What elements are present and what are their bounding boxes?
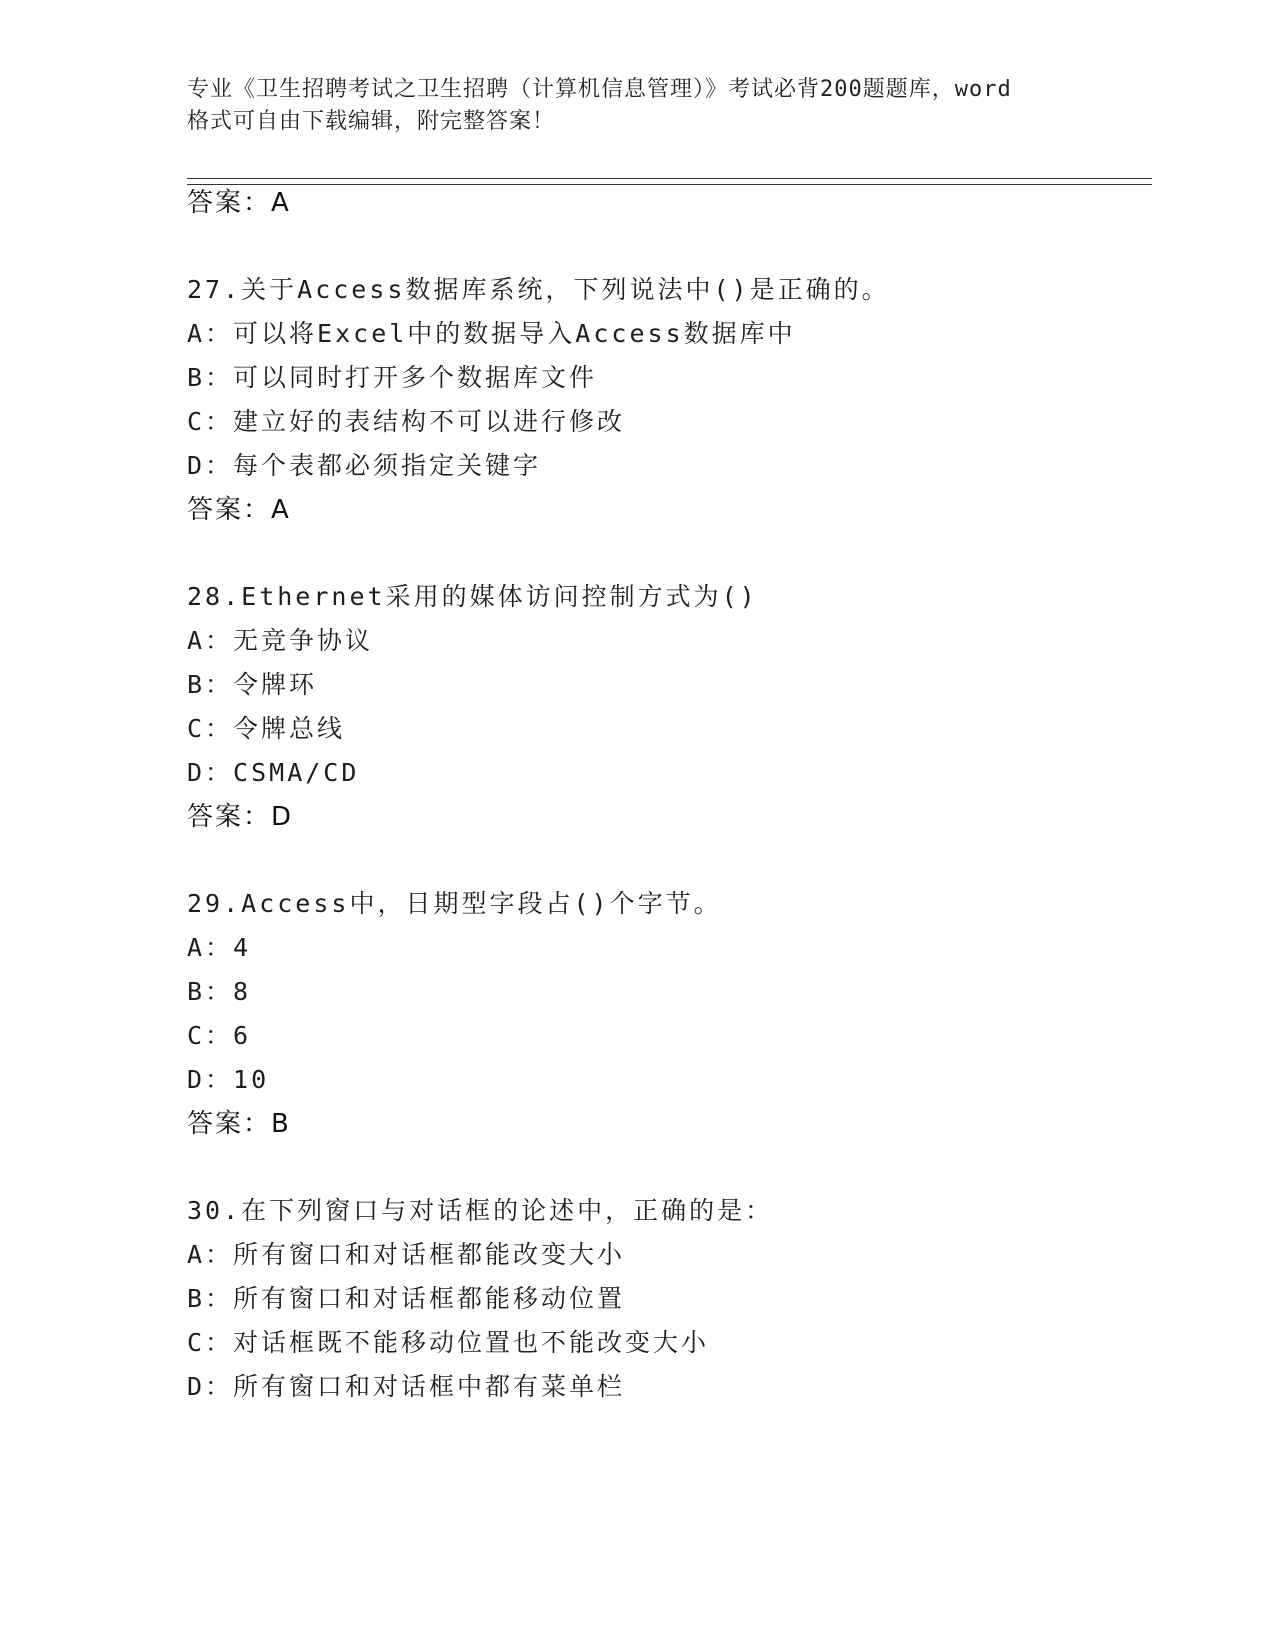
- option-c: C：对话框既不能移动位置也不能改变大小: [187, 1328, 710, 1357]
- option-c: C：令牌总线: [187, 714, 346, 743]
- option-b: B：所有窗口和对话框都能移动位置: [187, 1284, 626, 1313]
- answer: 答案：D: [187, 802, 294, 832]
- option-a: A：所有窗口和对话框都能改变大小: [187, 1240, 626, 1269]
- option-c: C：建立好的表结构不可以进行修改: [187, 407, 626, 436]
- option-a: A：无竞争协议: [187, 626, 374, 655]
- option-d: D：所有窗口和对话框中都有菜单栏: [187, 1372, 626, 1401]
- option-b: B：可以同时打开多个数据库文件: [187, 363, 598, 392]
- document-header: [187, 74, 1087, 138]
- option-a: A：4: [187, 933, 252, 962]
- header-rule-top: [187, 178, 1152, 179]
- header-line-1: 专业《卫生招聘考试之卫生招聘（计算机信息管理）》考试必背200题题库，word: [187, 77, 1012, 102]
- answer: 答案：A: [187, 495, 291, 525]
- question-stem: 27.关于Access数据库系统，下列说法中()是正确的。: [187, 275, 890, 304]
- question-stem: 28.Ethernet采用的媒体访问控制方式为(): [187, 582, 758, 611]
- option-d: D：每个表都必须指定关键字: [187, 451, 542, 480]
- previous-answer: 答案：A: [187, 188, 291, 218]
- question-stem: 29.Access中，日期型字段占()个字节。: [187, 889, 722, 918]
- answer: 答案：B: [187, 1109, 291, 1139]
- header-line-2: 格式可自由下载编辑，附完整答案！: [187, 109, 556, 134]
- option-d: D：CSMA/CD: [187, 758, 360, 787]
- header-rule-bottom: [187, 184, 1152, 185]
- option-c: C：6: [187, 1021, 252, 1050]
- option-a: A：可以将Excel中的数据导入Access数据库中: [187, 319, 796, 348]
- option-b: B：令牌环: [187, 670, 318, 699]
- option-b: B：8: [187, 977, 252, 1006]
- option-d: D：10: [187, 1065, 270, 1094]
- question-stem: 30.在下列窗口与对话框的论述中，正确的是：: [187, 1196, 774, 1225]
